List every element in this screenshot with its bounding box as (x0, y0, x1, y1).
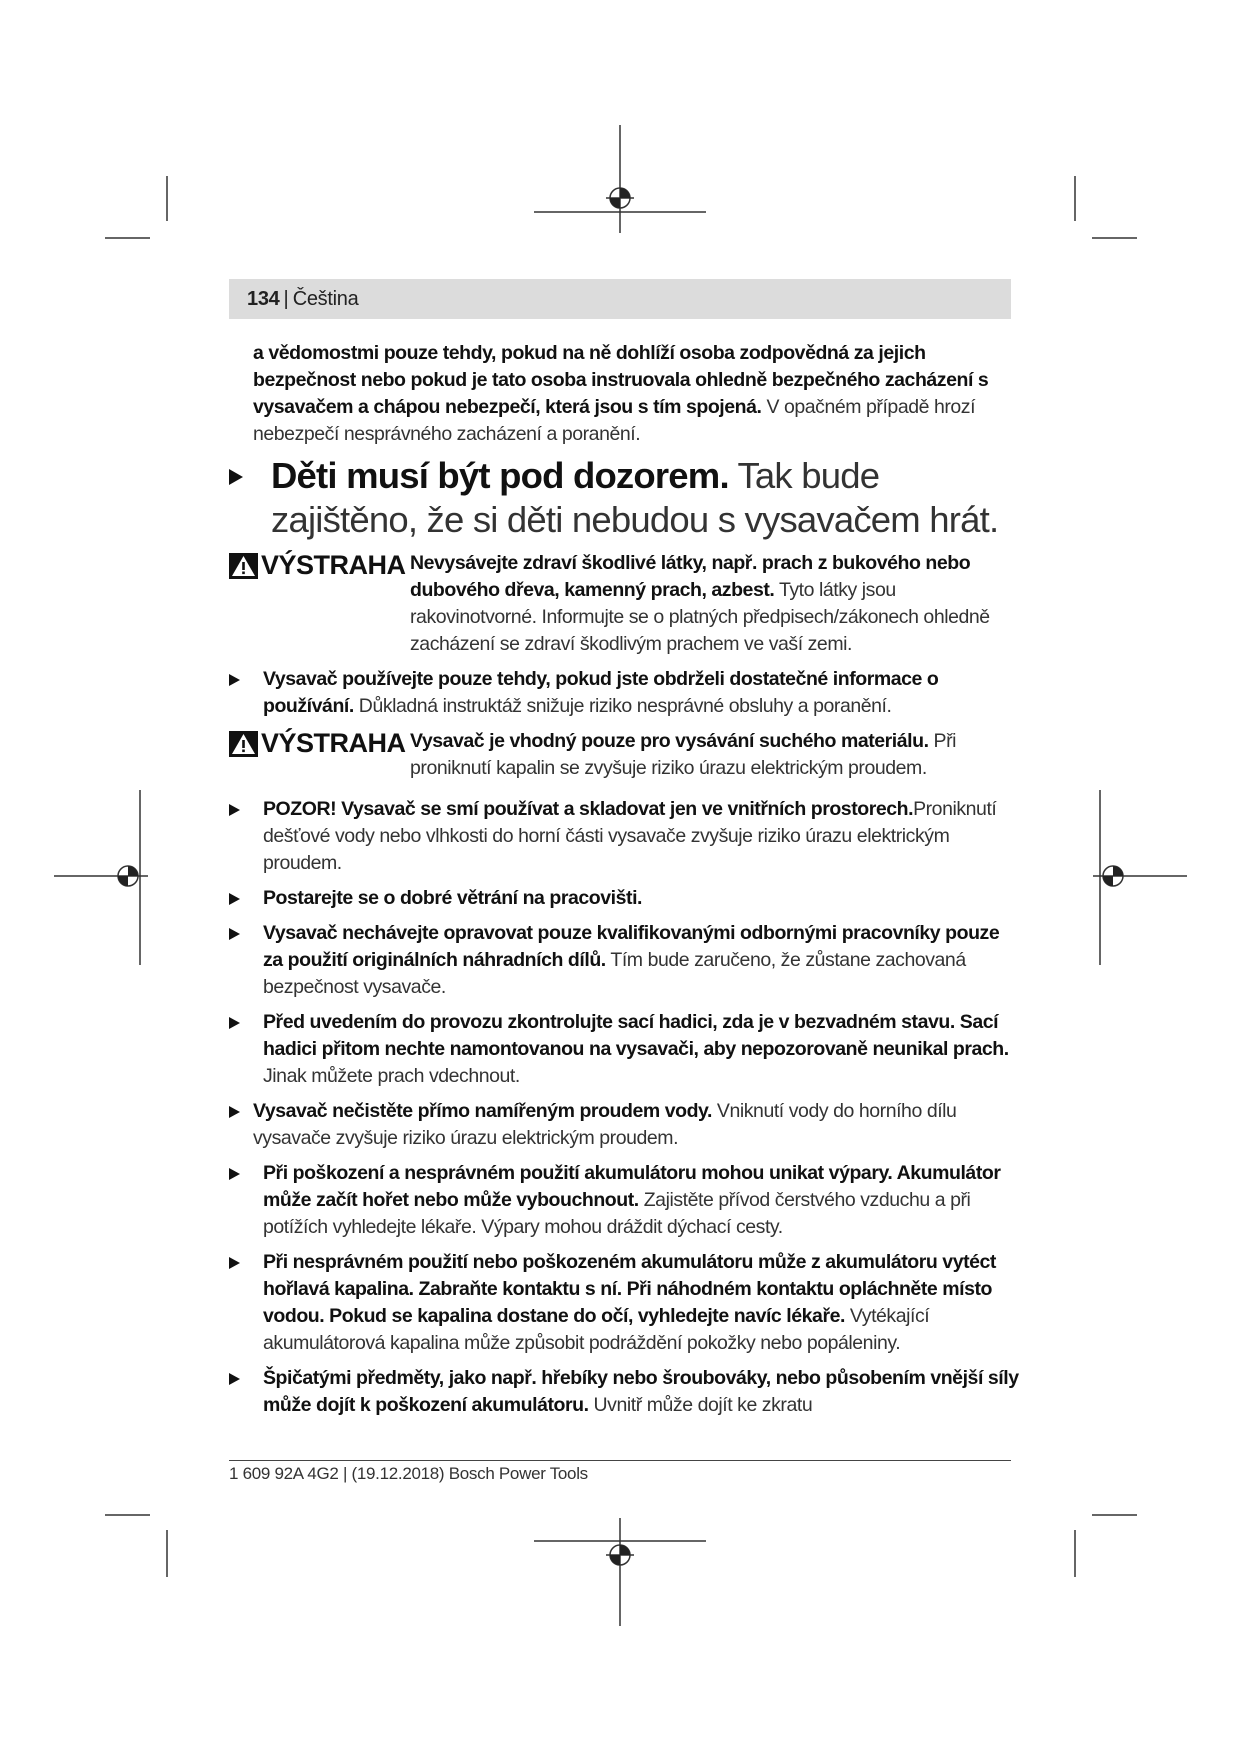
intro-paragraph (229, 340, 1019, 448)
b9-bold: Špičatými předměty, jako např. hřebíky nebo šroubováky, nebo působením vnější síly může dojít k poškození akumulátoru. (263, 1367, 1019, 1416)
header-language: Čeština (292, 287, 359, 310)
bullet-arrow-icon (229, 893, 240, 905)
page-number: 134 (247, 287, 280, 310)
footer-text: 1 609 92A 4G2 | (19.12.2018) Bosch Power Tools (229, 1464, 588, 1483)
big-bold: Děti musí být pod dozorem. (271, 455, 729, 496)
bullet-item-5 (229, 1009, 1019, 1090)
page-content (229, 340, 1019, 1419)
bullet-item-9 (229, 1365, 1019, 1419)
warning-triangle-icon (229, 731, 258, 757)
b2-text: Proniknutí dešťové vody nebo vlhkosti do horní části vysavače zvyšuje riziko úrazu elektrickým proudem. (263, 798, 997, 874)
page-header (229, 279, 1011, 319)
b8-bold: Při nesprávném použití nebo poškozeném akumulátoru může z akumulátoru vytéct hořlavá kapalina. Zabraňte kontaktu s ní. Při náhodném kontaktu opláchněte místo vodou. Pokud se kapalina dostane do očí, vyhledejte navíc lékaře. (263, 1251, 996, 1327)
bullet-arrow-icon (229, 1257, 240, 1269)
warn2-bold: Vysavač je vhodný pouze pro vysávání suchého materiálu. (410, 730, 929, 752)
b4-bold: Vysavač nechávejte opravovat pouze kvalifikovanými odbornými pracovníky pouze za použití originálních náhradních dílů. (263, 922, 1000, 971)
b5-text: Jinak můžete prach vdechnout. (263, 1065, 520, 1087)
bullet-item-8 (229, 1249, 1019, 1357)
warning-text-2: VÝSTRAHA (261, 728, 406, 758)
bullet-item-4 (229, 920, 1019, 1001)
bullet-item-6 (229, 1098, 1019, 1152)
bullet-arrow-icon (229, 1017, 240, 1029)
warning-triangle-icon (229, 553, 258, 579)
warn2-text: Při proniknutí kapalin se zvyšuje riziko úrazu elektrickým proudem. (410, 730, 957, 779)
warn1-bold: Nevysávejte zdraví škodlivé látky, např. prach z bukového nebo dubového dřeva, kamenný prach, azbest. (410, 552, 971, 601)
b1-text: Důkladná instruktáž snižuje riziko nesprávné obsluhy a poranění. (353, 695, 892, 717)
warn1-text: Tyto látky jsou rakovinotvorné. Informujte se o platných předpisech/zákonech ohledně zacházení se zdraví škodlivým prachem ve vaší zemi. (410, 579, 990, 655)
bullet-item-3 (229, 885, 1019, 912)
b7-bold: Při poškození a nesprávném použití akumulátoru mohou unikat výpary. Akumulátor může začít hořet nebo může vybouchnout. (263, 1162, 1001, 1211)
intro-bold: a vědomostmi pouze tehdy, pokud na ně dohlíží osoba zodpovědná za jejich bezpečnost nebo pokud je tato osoba instruovala ohledně bezpečného zacházení s vysavačem a chápou nebezpečí, která jsou s tím spojená. (253, 342, 989, 418)
b6-text: Vniknutí vody do horního dílu vysavače zvyšuje riziko úrazu elektrickým proudem. (253, 1100, 957, 1149)
b2-bold: POZOR! Vysavač se smí používat a skladovat jen ve vnitřních prostorech. (263, 798, 914, 820)
bullet-arrow-icon (229, 1168, 240, 1180)
b9-text: Uvnitř může dojít ke zkratu (588, 1394, 813, 1416)
bullet-arrow-icon (229, 928, 240, 940)
warning-block-1 (229, 550, 1019, 658)
header-separator: | (283, 287, 289, 310)
bullet-arrow-icon (229, 1373, 240, 1385)
intro-text: V opačném případě hrozí nebezpečí nesprávného zacházení a poranění. (253, 396, 976, 445)
children-supervision-item (229, 454, 1019, 542)
bullet-item-1 (229, 666, 1019, 720)
bullet-arrow-icon (229, 1106, 240, 1118)
warning-label-2 (229, 730, 406, 757)
b7-text: Zajistěte přívod čerstvého vzduchu a při potížích vyhledejte lékaře. Výpary mohou dráždit dýchací cesty. (263, 1189, 971, 1238)
bullet-arrow-icon (229, 674, 240, 686)
big-text: Tak bude zajištěno, že si děti nebudou s vysavačem hrát. (271, 455, 999, 540)
b5-bold: Před uvedením do provozu zkontrolujte sací hadici, zda je v bezvadném stavu. Sací hadici přitom nechte namontovanou na vysavači, aby nepozorovaně neunikal prach. (263, 1011, 1009, 1060)
warning-text-1: VÝSTRAHA (261, 550, 406, 580)
b6-bold: Vysavač nečistěte přímo namířeným proudem vody. (253, 1100, 712, 1122)
b1-bold: Vysavač používejte pouze tehdy, pokud jste obdrželi dostatečné informace o používání. (263, 668, 939, 717)
warning-label-1 (229, 552, 406, 579)
b4-text: Tím bude zaručeno, že zůstane zachovaná bezpečnost vysavače. (263, 949, 966, 998)
bullet-arrow-icon (229, 469, 243, 485)
b3-bold: Postarejte se o dobré větrání na pracovišti. (263, 887, 643, 909)
bullet-item-2 (229, 796, 1019, 877)
footer-rule (229, 1460, 1011, 1461)
bullet-item-7 (229, 1160, 1019, 1241)
b8-text: Vytékající akumulátorová kapalina může způsobit podráždění pokožky nebo popáleniny. (263, 1305, 930, 1354)
bullet-arrow-icon (229, 804, 240, 816)
warning-block-2 (229, 728, 1019, 782)
